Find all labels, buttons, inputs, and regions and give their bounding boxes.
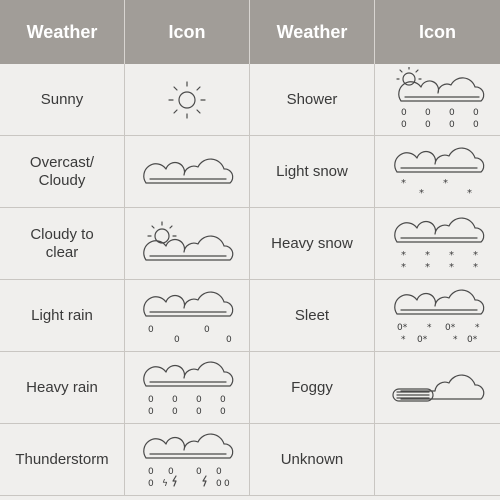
fog-icon — [375, 352, 500, 424]
shower-icon — [375, 64, 500, 136]
header-icon-1: Icon — [125, 0, 250, 64]
sun-icon — [125, 64, 250, 136]
header-icon-2: Icon — [375, 0, 500, 64]
svg-text:0: 0 — [168, 466, 174, 477]
svg-text:*: * — [400, 249, 406, 261]
svg-text:*: * — [424, 261, 430, 273]
svg-text:*: * — [426, 322, 431, 333]
weather-label-cloudy-to-clear: Cloudy to clear — [0, 208, 125, 280]
svg-text:*: * — [400, 177, 406, 189]
svg-text:*: * — [400, 261, 406, 273]
weather-label-light-rain: Light rain — [0, 280, 125, 352]
weather-label-sunny: Sunny — [0, 64, 125, 136]
svg-text:0: 0 — [220, 406, 226, 417]
svg-text:0: 0 — [172, 394, 178, 405]
svg-text:0: 0 — [148, 394, 154, 405]
sun-cloud-icon — [125, 208, 250, 280]
svg-text:0: 0 — [196, 406, 202, 417]
svg-text:*: * — [400, 334, 405, 345]
svg-text:0: 0 — [196, 466, 202, 477]
weather-label-light-snow: Light snow — [250, 136, 375, 208]
svg-text:0: 0 — [472, 107, 479, 118]
svg-text:*: * — [452, 334, 457, 345]
svg-text:*: * — [472, 261, 478, 273]
svg-text:0*: 0* — [396, 322, 407, 333]
unknown-icon-empty — [375, 424, 500, 496]
svg-text:0: 0 — [400, 119, 407, 130]
svg-text:*: * — [448, 249, 454, 261]
svg-text:0: 0 — [400, 107, 407, 118]
svg-text:0: 0 — [172, 406, 178, 417]
weather-label-sleet: Sleet — [250, 280, 375, 352]
svg-text:0: 0 — [148, 466, 154, 477]
heavy-snow-icon — [375, 208, 500, 280]
svg-text:*: * — [442, 177, 448, 189]
svg-text:0*: 0* — [466, 334, 477, 345]
svg-text:*: * — [466, 187, 472, 199]
svg-text:0: 0 — [220, 394, 226, 405]
heavy-rain-icon — [125, 352, 250, 424]
svg-text:0: 0 — [216, 478, 222, 489]
svg-text:0: 0 — [448, 119, 455, 130]
svg-text:0: 0 — [226, 334, 232, 345]
header-weather-2: Weather — [250, 0, 375, 64]
svg-text:0*: 0* — [444, 322, 455, 333]
svg-text:0: 0 — [224, 478, 230, 489]
light-snow-icon — [375, 136, 500, 208]
svg-text:0: 0 — [204, 324, 210, 335]
svg-text:*: * — [418, 187, 424, 199]
weather-label-heavy-snow: Heavy snow — [250, 208, 375, 280]
header-weather-1: Weather — [0, 0, 125, 64]
svg-text:*: * — [448, 261, 454, 273]
cloud-icon — [125, 136, 250, 208]
svg-text:0: 0 — [148, 478, 154, 489]
svg-text:0: 0 — [216, 466, 222, 477]
svg-text:0: 0 — [148, 406, 154, 417]
svg-text:0: 0 — [448, 107, 455, 118]
weather-label-unknown: Unknown — [250, 424, 375, 496]
svg-text:0: 0 — [148, 324, 154, 335]
svg-text:*: * — [424, 249, 430, 261]
weather-label-foggy: Foggy — [250, 352, 375, 424]
weather-label-shower: Shower — [250, 64, 375, 136]
sleet-icon — [375, 280, 500, 352]
svg-text:0: 0 — [174, 334, 180, 345]
svg-text:*: * — [472, 249, 478, 261]
weather-label-overcast: Overcast/ Cloudy — [0, 136, 125, 208]
thunderstorm-icon — [125, 424, 250, 496]
svg-text:0: 0 — [424, 107, 431, 118]
svg-text:0: 0 — [424, 119, 431, 130]
svg-text:*: * — [474, 322, 479, 333]
svg-text:ϟ: ϟ — [162, 478, 168, 489]
weather-label-heavy-rain: Heavy rain — [0, 352, 125, 424]
weather-label-thunderstorm: Thunderstorm — [0, 424, 125, 496]
svg-text:0*: 0* — [416, 334, 427, 345]
light-rain-icon — [125, 280, 250, 352]
svg-text:0: 0 — [196, 394, 202, 405]
svg-text:0: 0 — [472, 119, 479, 130]
